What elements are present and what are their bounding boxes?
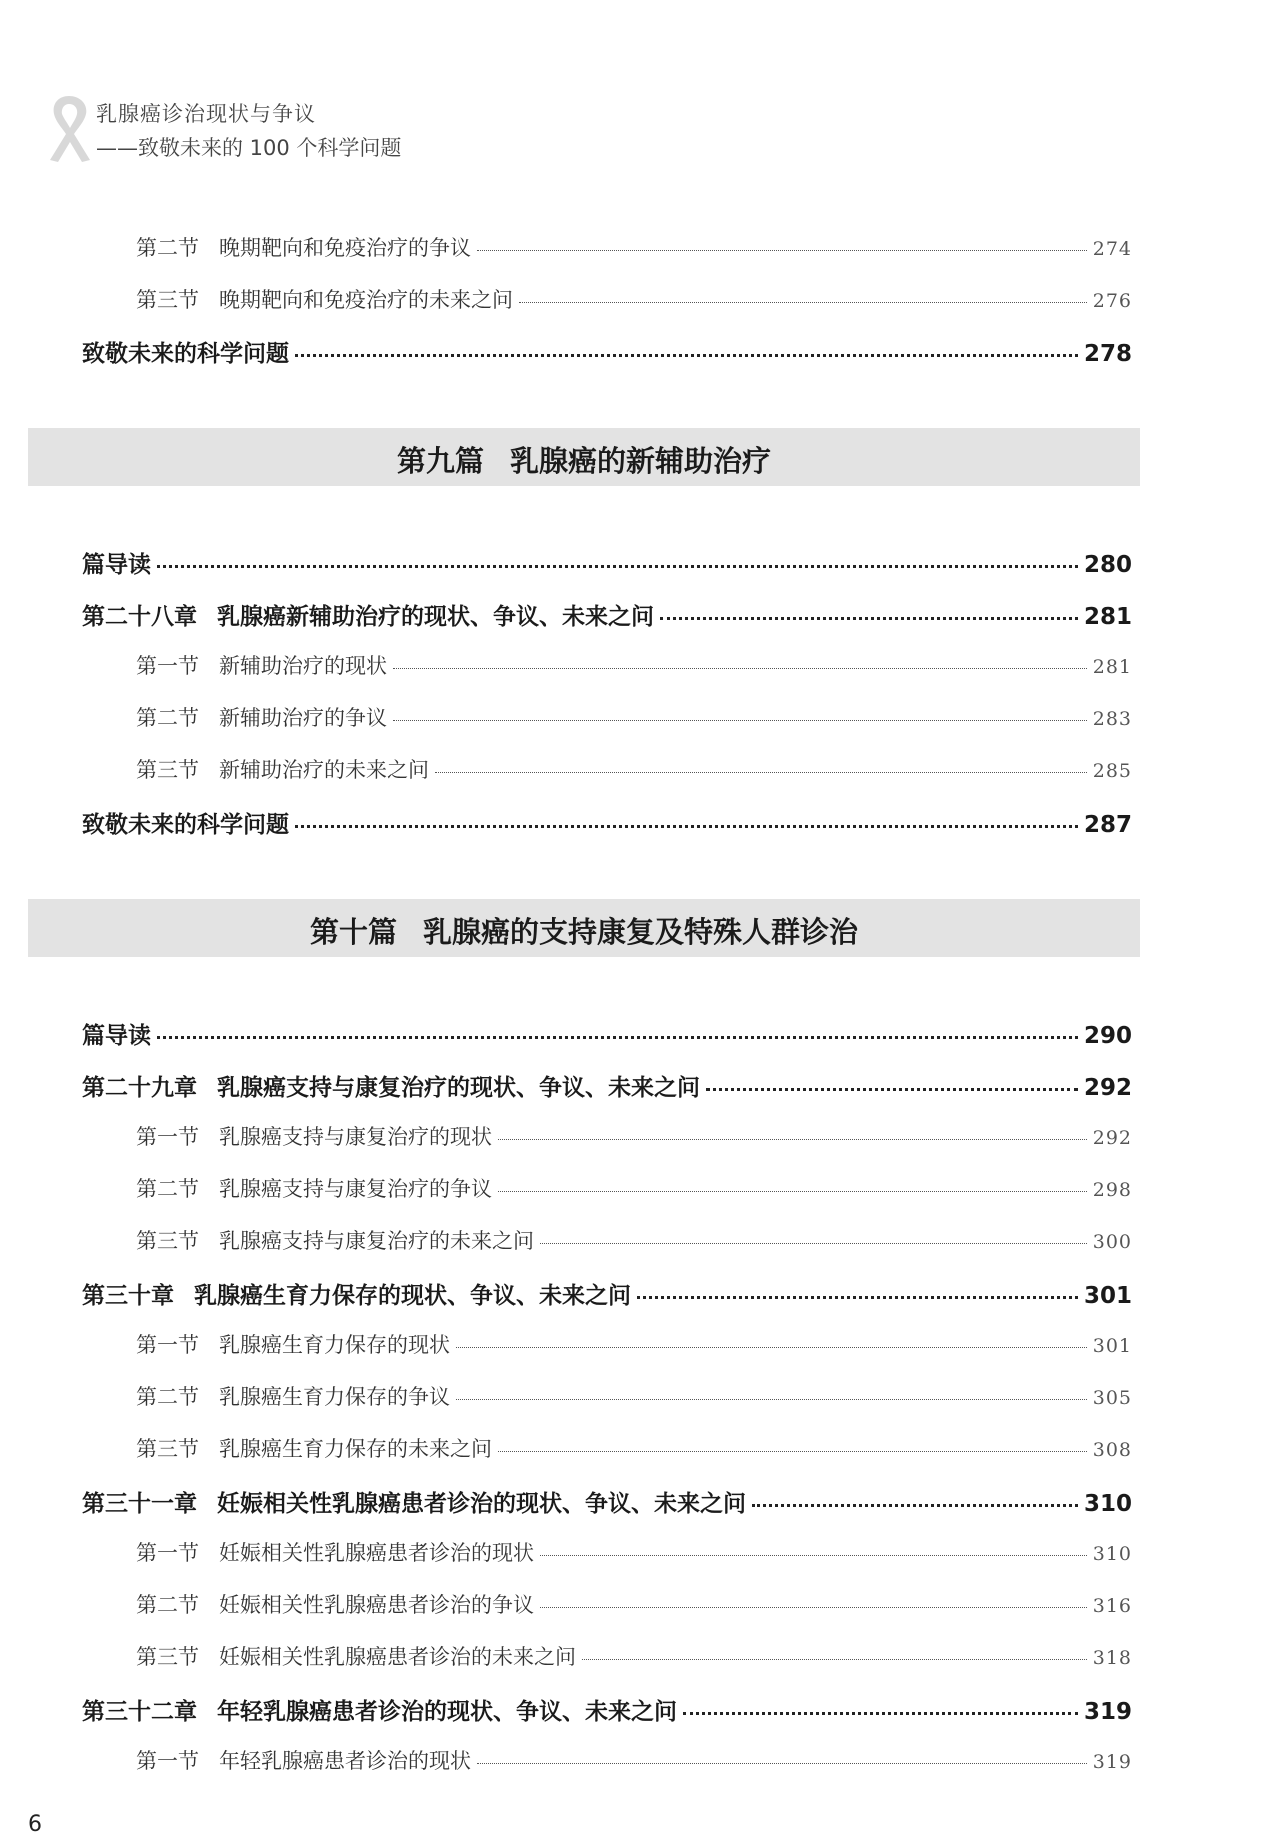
entry-title: 篇导读 <box>82 552 151 578</box>
section-title: 妊娠相关性乳腺癌患者诊治的未来之问 <box>219 1645 576 1669</box>
chapter-title: 乳腺癌新辅助治疗的现状、争议、未来之问 <box>217 604 654 630</box>
part-title: 乳腺癌的支持康复及特殊人群诊治 <box>423 915 859 949</box>
leader-dots <box>435 772 1087 773</box>
section-label: 第一节 <box>136 1541 199 1565</box>
page-ref: 318 <box>1092 1647 1132 1669</box>
toc-section-entry[interactable] <box>0 232 1280 272</box>
page-ref: 301 <box>1092 1335 1132 1357</box>
leader-dots <box>540 1555 1087 1556</box>
entry-title: 致敬未来的科学问题 <box>82 812 289 838</box>
section-title: 年轻乳腺癌患者诊治的现状 <box>219 1749 471 1773</box>
section-label: 第二节 <box>136 1177 199 1201</box>
part-9-banner <box>28 428 1140 486</box>
leader-dots <box>393 668 1087 669</box>
leader-dots <box>498 1451 1087 1452</box>
toc-section-entry[interactable] <box>0 1589 1280 1629</box>
leader-dots <box>157 565 1078 568</box>
toc-section-entry[interactable] <box>0 1225 1280 1265</box>
section-title: 乳腺癌支持与康复治疗的争议 <box>219 1177 492 1201</box>
section-label: 第二节 <box>136 1385 199 1409</box>
section-title: 乳腺癌生育力保存的现状 <box>219 1333 450 1357</box>
leader-dots <box>456 1347 1087 1348</box>
section-title: 晚期靶向和免疫治疗的未来之问 <box>219 288 513 312</box>
page-ref: 308 <box>1092 1439 1132 1461</box>
leader-dots <box>683 1712 1078 1715</box>
page-ref: 274 <box>1092 238 1132 260</box>
section-label: 第三节 <box>136 288 199 312</box>
section-label: 第一节 <box>136 1125 199 1149</box>
leader-dots <box>498 1191 1087 1192</box>
page-ref: 290 <box>1083 1023 1132 1049</box>
chapter-title: 年轻乳腺癌患者诊治的现状、争议、未来之问 <box>217 1699 677 1725</box>
part-label: 第九篇 <box>396 444 484 478</box>
chapter-title: 乳腺癌生育力保存的现状、争议、未来之问 <box>194 1283 631 1309</box>
section-title: 新辅助治疗的争议 <box>219 706 387 730</box>
chapter-label: 第二十九章 <box>82 1075 197 1101</box>
page-ref: 316 <box>1092 1595 1132 1617</box>
toc-section-entry[interactable] <box>0 702 1280 742</box>
page-ref: 310 <box>1092 1543 1132 1565</box>
page-ref: 281 <box>1083 604 1132 630</box>
toc-intro-entry[interactable] <box>0 1017 1280 1057</box>
page-ref: 300 <box>1092 1231 1132 1253</box>
section-label: 第三节 <box>136 758 199 782</box>
chapter-label: 第三十二章 <box>82 1699 197 1725</box>
leader-dots <box>519 302 1087 303</box>
section-title: 新辅助治疗的未来之问 <box>219 758 429 782</box>
page-ref: 283 <box>1092 708 1132 730</box>
page-ref: 305 <box>1092 1387 1132 1409</box>
section-title: 晚期靶向和免疫治疗的争议 <box>219 236 471 260</box>
leader-dots <box>393 720 1087 721</box>
leader-dots <box>540 1607 1087 1608</box>
page-ref: 292 <box>1083 1075 1132 1101</box>
leader-dots <box>295 354 1078 357</box>
leader-dots <box>706 1088 1078 1091</box>
section-label: 第二节 <box>136 706 199 730</box>
section-title: 乳腺癌生育力保存的争议 <box>219 1385 450 1409</box>
pink-ribbon-icon <box>40 90 98 164</box>
toc-questions-entry[interactable] <box>0 806 1280 846</box>
chapter-label: 第三十一章 <box>82 1491 197 1517</box>
part-10-banner <box>28 899 1140 957</box>
toc-section-entry[interactable] <box>0 1537 1280 1577</box>
toc-questions-entry[interactable] <box>0 335 1280 375</box>
section-label: 第三节 <box>136 1645 199 1669</box>
page-ref: 319 <box>1083 1699 1132 1725</box>
section-title: 乳腺癌支持与康复治疗的现状 <box>219 1125 492 1149</box>
section-label: 第二节 <box>136 236 199 260</box>
toc-chapter-entry[interactable] <box>0 1485 1280 1525</box>
leader-dots <box>477 250 1087 251</box>
toc-chapter-entry[interactable] <box>0 1693 1280 1733</box>
leader-dots <box>660 617 1078 620</box>
section-title: 新辅助治疗的现状 <box>219 654 387 678</box>
toc-section-entry[interactable] <box>0 1641 1280 1681</box>
leader-dots <box>477 1763 1087 1764</box>
page-ref: 281 <box>1092 656 1132 678</box>
page-ref: 276 <box>1092 290 1132 312</box>
toc-section-entry[interactable] <box>0 754 1280 794</box>
leader-dots <box>637 1296 1078 1299</box>
page-number: 6 <box>28 1812 42 1837</box>
page-ref: 310 <box>1083 1491 1132 1517</box>
page-ref: 278 <box>1083 341 1132 367</box>
chapter-label: 第二十八章 <box>82 604 197 630</box>
part-title: 乳腺癌的新辅助治疗 <box>510 444 772 478</box>
toc-section-entry[interactable] <box>0 284 1280 324</box>
section-label: 第三节 <box>136 1437 199 1461</box>
page-ref: 287 <box>1083 812 1132 838</box>
chapter-label: 第三十章 <box>82 1283 174 1309</box>
toc-section-entry[interactable] <box>0 650 1280 690</box>
leader-dots <box>540 1243 1087 1244</box>
leader-dots <box>295 825 1078 828</box>
entry-title: 篇导读 <box>82 1023 151 1049</box>
page-ref: 292 <box>1092 1127 1132 1149</box>
toc-section-entry[interactable] <box>0 1381 1280 1421</box>
toc-section-entry[interactable] <box>0 1745 1280 1785</box>
running-header <box>40 88 640 168</box>
book-subtitle: ——致敬未来的 100 个科学问题 <box>96 136 402 160</box>
toc-section-entry[interactable] <box>0 1329 1280 1369</box>
section-title: 妊娠相关性乳腺癌患者诊治的争议 <box>219 1593 534 1617</box>
section-label: 第二节 <box>136 1593 199 1617</box>
section-label: 第一节 <box>136 1749 199 1773</box>
page-ref: 285 <box>1092 760 1132 782</box>
book-title: 乳腺癌诊治现状与争议 <box>96 102 316 126</box>
page-ref: 319 <box>1092 1751 1132 1773</box>
section-label: 第三节 <box>136 1229 199 1253</box>
toc-chapter-entry[interactable] <box>0 1069 1280 1109</box>
page-ref: 280 <box>1083 552 1132 578</box>
entry-title: 致敬未来的科学问题 <box>82 341 289 367</box>
section-label: 第一节 <box>136 1333 199 1357</box>
toc-section-entry[interactable] <box>0 1121 1280 1161</box>
page-ref: 298 <box>1092 1179 1132 1201</box>
toc-intro-entry[interactable] <box>0 546 1280 586</box>
leader-dots <box>498 1139 1087 1140</box>
section-label: 第一节 <box>136 654 199 678</box>
chapter-title: 妊娠相关性乳腺癌患者诊治的现状、争议、未来之问 <box>217 1491 746 1517</box>
toc-section-entry[interactable] <box>0 1433 1280 1473</box>
page-ref: 301 <box>1083 1283 1132 1309</box>
toc-chapter-entry[interactable] <box>0 598 1280 638</box>
leader-dots <box>157 1036 1078 1039</box>
leader-dots <box>582 1659 1087 1660</box>
part-label: 第十篇 <box>309 915 397 949</box>
section-title: 乳腺癌生育力保存的未来之问 <box>219 1437 492 1461</box>
toc-section-entry[interactable] <box>0 1173 1280 1213</box>
section-title: 乳腺癌支持与康复治疗的未来之问 <box>219 1229 534 1253</box>
toc-chapter-entry[interactable] <box>0 1277 1280 1317</box>
leader-dots <box>752 1504 1078 1507</box>
chapter-title: 乳腺癌支持与康复治疗的现状、争议、未来之问 <box>217 1075 700 1101</box>
section-title: 妊娠相关性乳腺癌患者诊治的现状 <box>219 1541 534 1565</box>
leader-dots <box>456 1399 1087 1400</box>
